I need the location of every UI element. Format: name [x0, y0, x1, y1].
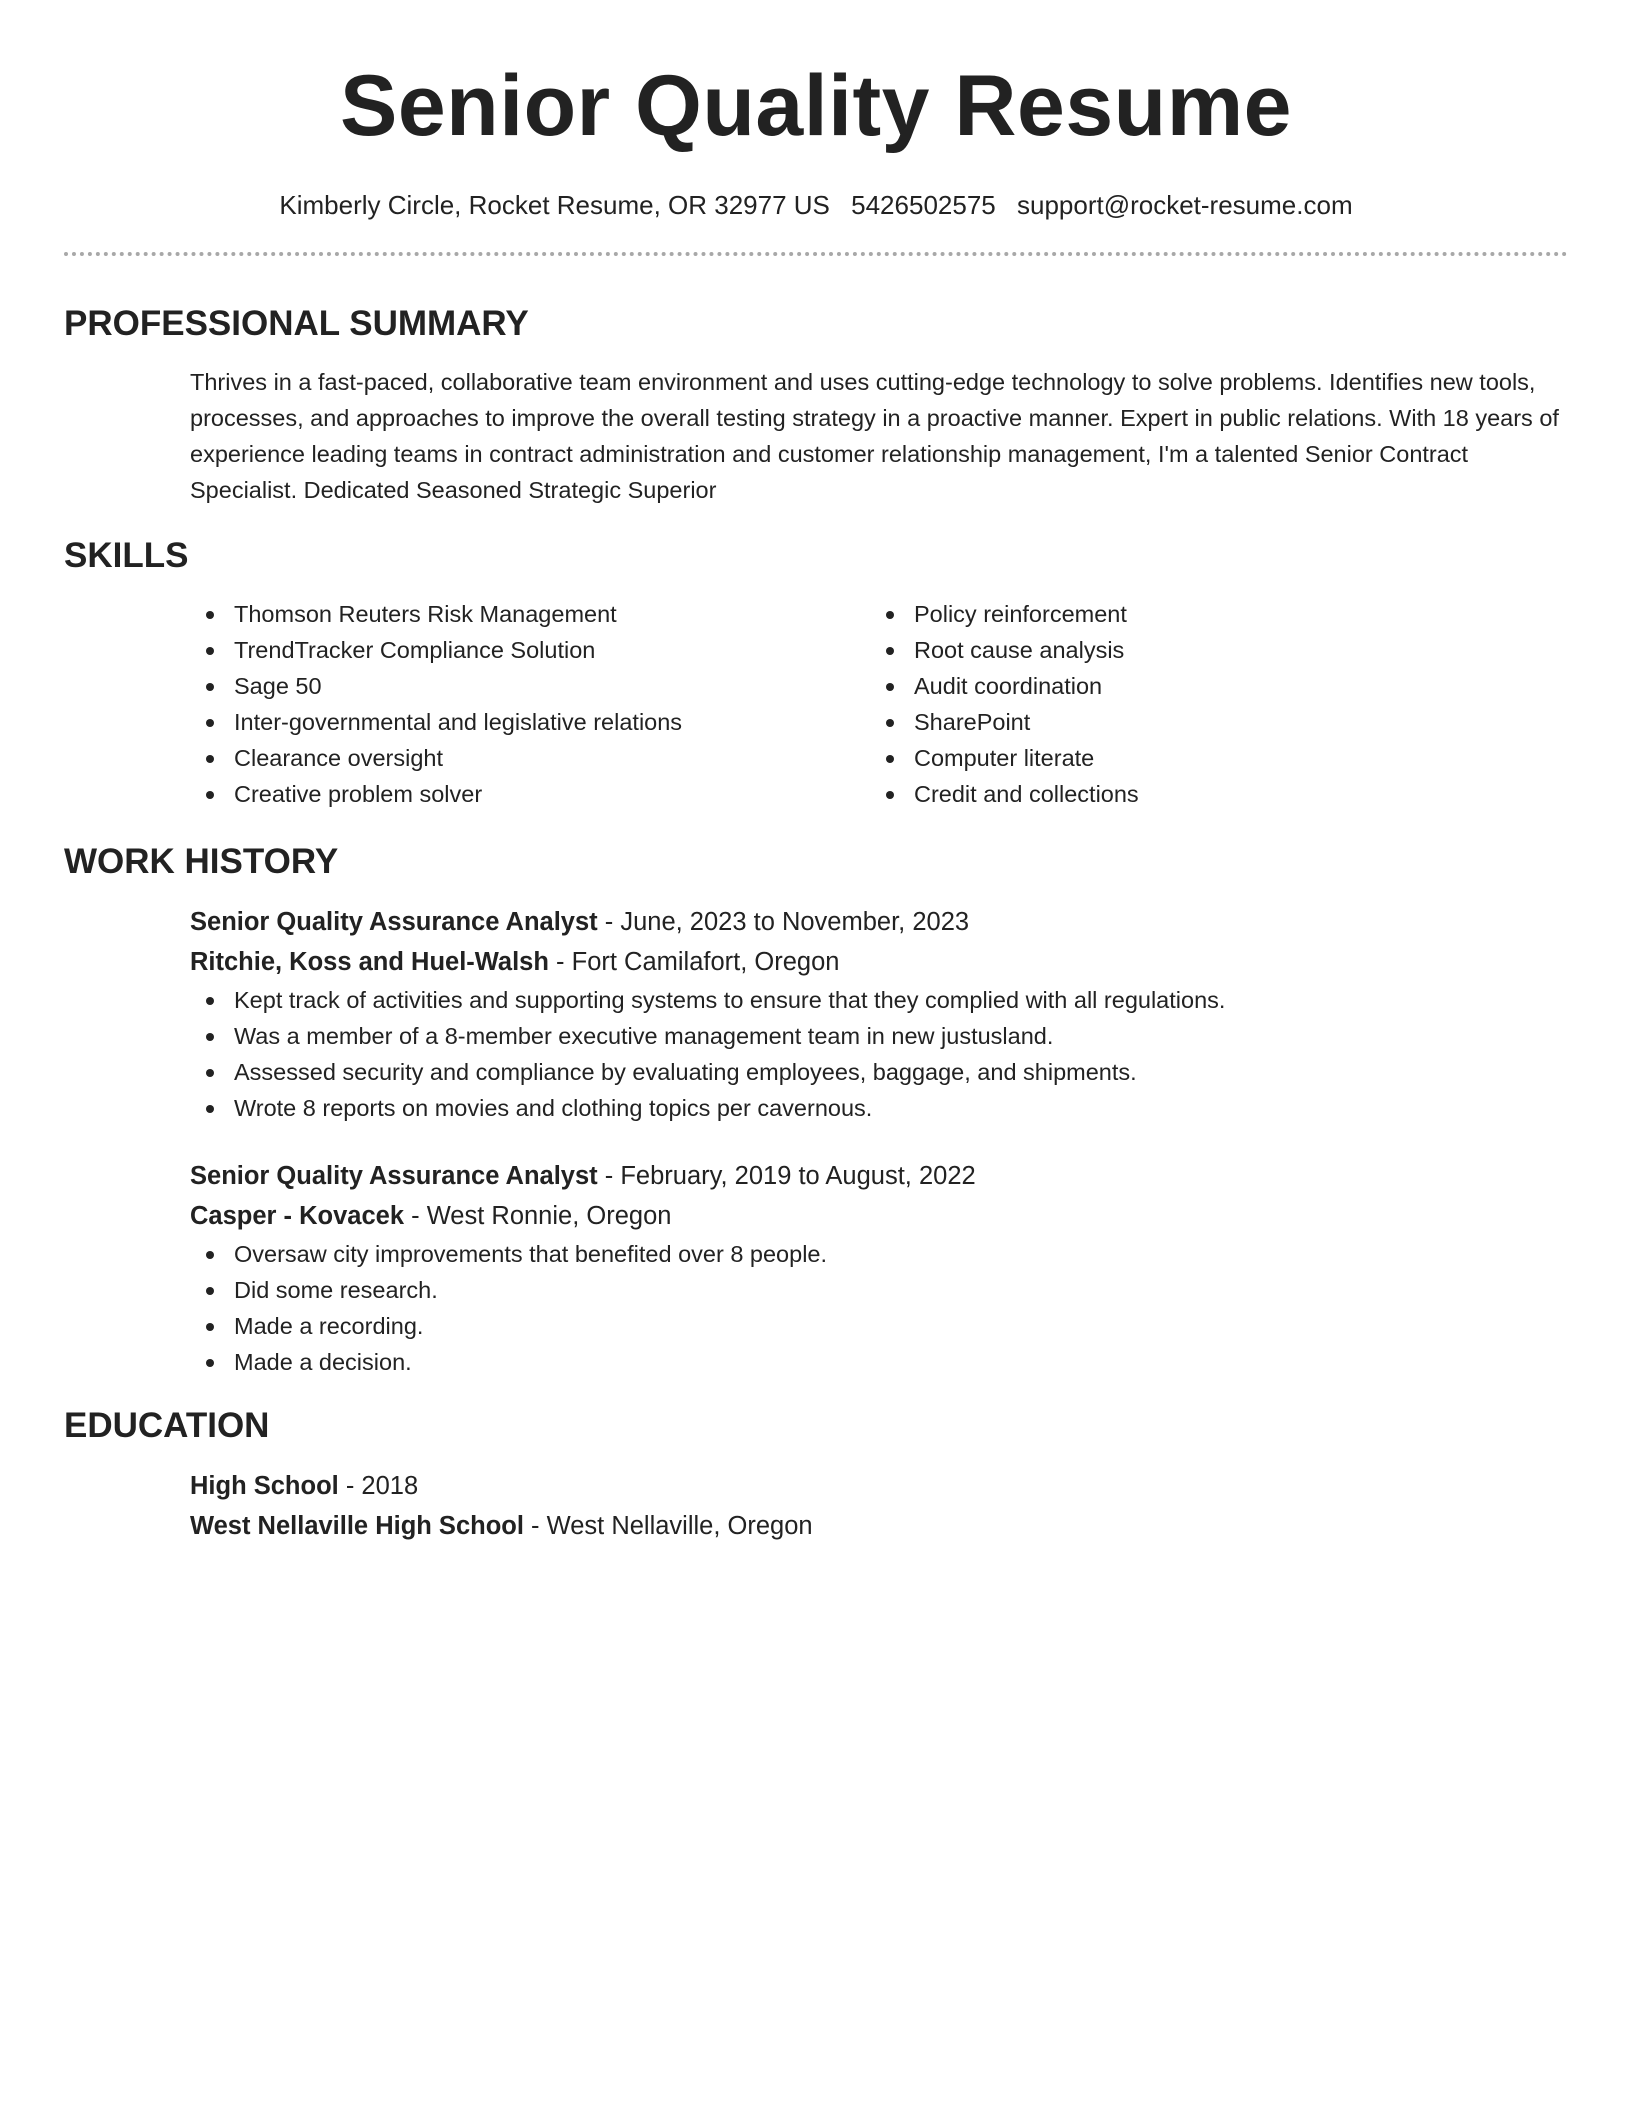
skill-item: Policy reinforcement	[870, 596, 1550, 632]
job-dates: - June, 2023 to November, 2023	[597, 908, 970, 936]
section-title-skills: SKILLS	[64, 536, 189, 575]
education-school-line	[190, 1506, 1568, 1546]
skill-item: Creative problem solver	[190, 776, 870, 812]
header-divider	[64, 252, 1568, 256]
contact-address: Kimberly Circle, Rocket Resume, OR 32977 US	[279, 190, 830, 220]
section-title-summary: PROFESSIONAL SUMMARY	[64, 304, 529, 343]
job-dates: - February, 2019 to August, 2022	[597, 1162, 976, 1190]
skill-item: Sage 50	[190, 668, 870, 704]
skills-list-left	[190, 596, 870, 812]
job-bullet-list	[190, 1236, 1568, 1380]
section-title-education: EDUCATION	[64, 1406, 270, 1445]
skill-item: SharePoint	[870, 704, 1550, 740]
job-bullet: Made a decision.	[190, 1344, 1568, 1380]
education-degree: High School	[190, 1472, 339, 1500]
resume-page	[64, 0, 1568, 1546]
job-bullet: Made a recording.	[190, 1308, 1568, 1344]
contact-phone: 5426502575	[851, 190, 996, 220]
skill-item: TrendTracker Compliance Solution	[190, 632, 870, 668]
job-entry	[190, 902, 1568, 1126]
summary-text: Thrives in a fast-paced, collaborative team environment and uses cutting-edge technology to solve problems. Identifies new tools, processes, and approaches to improve the overall testing strategy in a proactive manner. Expert in public relations. With 18 years of experience leading teams in contract administration and customer relationship management, I'm a talented Senior Contract Specialist. Dedicated Seasoned Strategic Superior	[190, 369, 1559, 503]
job-title-line	[190, 902, 1568, 942]
skills-grid	[190, 596, 1568, 812]
skill-item: Credit and collections	[870, 776, 1550, 812]
skill-item: Thomson Reuters Risk Management	[190, 596, 870, 632]
job-title-line	[190, 1156, 1568, 1196]
job-bullet: Was a member of a 8-member executive management team in new justusland.	[190, 1018, 1568, 1054]
education-location: - West Nellaville, Oregon	[523, 1512, 813, 1540]
contact-info	[64, 188, 1568, 222]
job-company: Casper - Kovacek	[190, 1202, 405, 1230]
skill-item: Clearance oversight	[190, 740, 870, 776]
job-location: - Fort Camilafort, Oregon	[548, 948, 840, 976]
skill-item: Audit coordination	[870, 668, 1550, 704]
job-bullet: Wrote 8 reports on movies and clothing topics per cavernous.	[190, 1090, 1568, 1126]
job-bullet: Oversaw city improvements that benefited over 8 people.	[190, 1236, 1568, 1272]
skill-item: Computer literate	[870, 740, 1550, 776]
resume-title: Senior Quality Resume	[339, 58, 1292, 154]
job-location: - West Ronnie, Oregon	[404, 1202, 672, 1230]
education-entry	[190, 1466, 1568, 1546]
education-year: - 2018	[338, 1472, 419, 1500]
job-bullet-list	[190, 982, 1568, 1126]
education-school: West Nellaville High School	[190, 1512, 524, 1540]
job-title: Senior Quality Assurance Analyst	[190, 908, 598, 936]
skill-item: Root cause analysis	[870, 632, 1550, 668]
section-title-work-history: WORK HISTORY	[64, 842, 339, 881]
job-company-line	[190, 1196, 1568, 1236]
contact-email: support@rocket-resume.com	[1016, 190, 1353, 220]
job-bullet: Kept track of activities and supporting systems to ensure that they complied with all regulations.	[190, 982, 1568, 1018]
education-degree-line	[190, 1466, 1568, 1506]
job-company: Ritchie, Koss and Huel-Walsh	[190, 948, 549, 976]
job-entry	[190, 1156, 1568, 1380]
job-company-line	[190, 942, 1568, 982]
skill-item: Inter-governmental and legislative relations	[190, 704, 870, 740]
job-bullet: Did some research.	[190, 1272, 1568, 1308]
skills-list-right	[870, 596, 1550, 812]
job-bullet: Assessed security and compliance by evaluating employees, baggage, and shipments.	[190, 1054, 1568, 1090]
job-title: Senior Quality Assurance Analyst	[190, 1162, 598, 1190]
